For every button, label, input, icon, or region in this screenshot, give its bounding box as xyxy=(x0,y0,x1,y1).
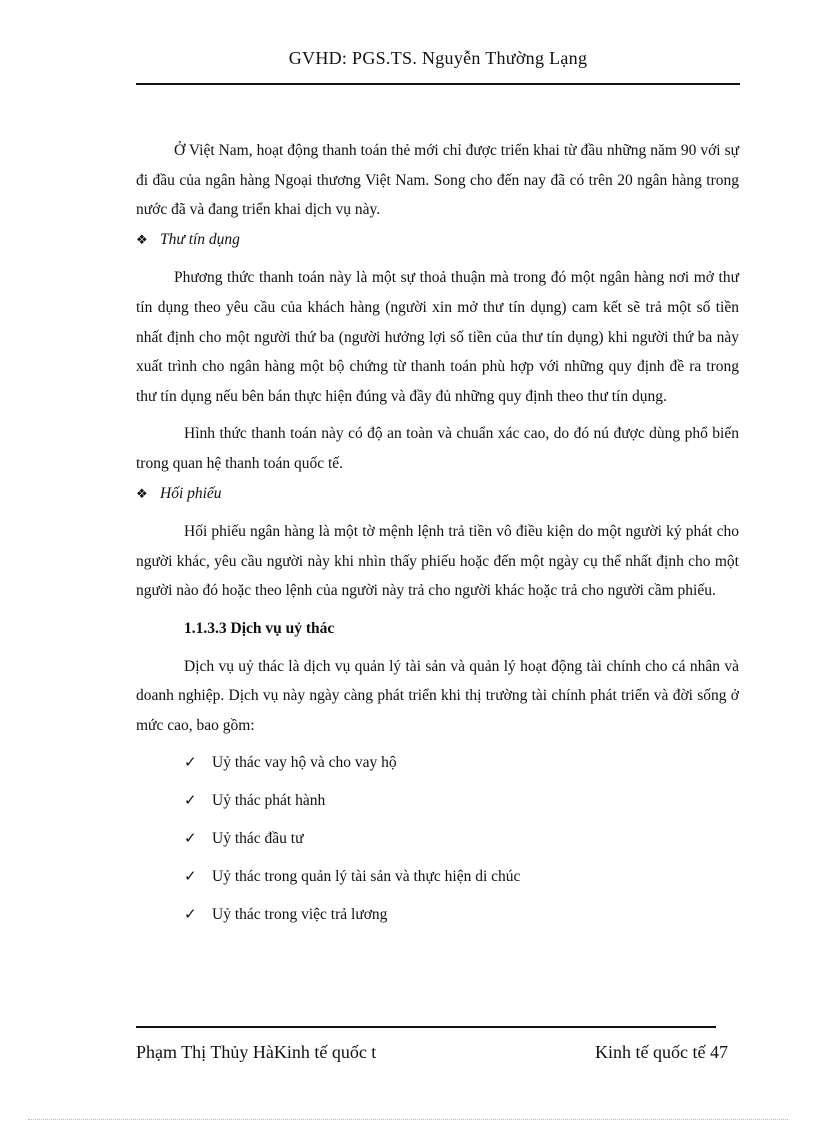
paragraph-trust-service: Dịch vụ uỷ thác là dịch vụ quản lý tài sản và quản lý hoạt động tài chính cho cá nhân và doanh nghiệp. Dịch vụ này ngày càng phát triển khi thị trường tài chính phát triển và đời sống ở mức cao, bao gồm: xyxy=(136,657,739,734)
diamond-bullet-icon: ❖ xyxy=(136,232,148,248)
footer-rule xyxy=(136,1026,716,1028)
bullet-label: Thư tín dụng xyxy=(160,230,240,248)
list-item xyxy=(184,900,739,938)
paragraph-bill-of-exchange: Hối phiếu ngân hàng là một tờ mệnh lệnh trả tiền vô điều kiện do một người ký phát cho người khác, yêu cầu người này khi nhìn thấy phiếu hoặc đến một ngày cụ thể nhất định cho một người nào đó hoặc theo lệnh của người này trả cho người khác hoặc trả cho người cầm phiếu. xyxy=(136,523,739,600)
diamond-bullet-icon: ❖ xyxy=(136,486,148,502)
header-rule xyxy=(136,83,740,85)
paragraph-safety: Hình thức thanh toán này có độ an toàn và chuẩn xác cao, do đó nú được dùng phổ biến trong quan hệ thanh toán quốc tế. xyxy=(136,425,739,472)
list-item-label: Uỷ thác vay hộ và cho vay hộ xyxy=(212,754,397,772)
list-item xyxy=(184,786,739,824)
list-item-label: Uỷ thác đầu tư xyxy=(212,830,304,848)
footer-author: Phạm Thị Thủy HàKinh tế quốc t xyxy=(136,1042,377,1062)
section-heading: 1.1.3.3 Dịch vụ uỷ thác xyxy=(184,619,335,637)
list-item-label: Uỷ thác phát hành xyxy=(212,792,326,810)
list-item xyxy=(184,862,739,900)
trust-service-list xyxy=(136,748,739,938)
page-header: GVHD: PGS.TS. Nguyễn Thường Lạng xyxy=(288,48,588,68)
bullet-letter-of-credit xyxy=(136,225,739,256)
paragraph-card-payment: Ở Việt Nam, hoạt động thanh toán thẻ mới chỉ được triển khai từ đầu những năm 90 với sự đi đầu của ngân hàng Ngoại thương Việt Nam. Song cho đến nay đã có trên 20 ngân hàng trong nước đã và đang triển khai dịch vụ này. xyxy=(136,142,739,219)
page-bottom-edge xyxy=(28,1119,788,1120)
paragraph-letter-of-credit: Phương thức thanh toán này là một sự thoả thuận mà trong đó một ngân hàng nơi mở thư tín dụng theo yêu cầu của khách hàng (người xin mở thư tín dụng) cam kết sẽ trả một số tiền nhất định cho một người thứ ba (người hưởng lợi số tiền của thư tín dụng) khi người thứ ba này xuất trình cho ngân hàng một bộ chứng từ thanh toán phù hợp với những quy định đề ra trong thư tín dụng nếu bên bán thực hiện đúng và đầy đủ những quy định theo thư tín dụng. xyxy=(136,269,739,405)
checkmark-icon: ✓ xyxy=(184,753,197,772)
list-item-label: Uỷ thác trong quản lý tài sản và thực hiện di chúc xyxy=(212,868,521,886)
bullet-label: Hối phiếu xyxy=(160,484,222,502)
list-item-label: Uỷ thác trong việc trả lương xyxy=(212,906,388,924)
checkmark-icon: ✓ xyxy=(184,829,197,848)
list-item xyxy=(184,748,739,786)
checkmark-icon: ✓ xyxy=(184,905,197,924)
bullet-bill-of-exchange xyxy=(136,479,739,510)
checkmark-icon: ✓ xyxy=(184,791,197,810)
footer-page-number: Kinh tế quốc tế 47 xyxy=(595,1042,728,1062)
list-item xyxy=(184,824,739,862)
document-body xyxy=(136,136,739,938)
checkmark-icon: ✓ xyxy=(184,867,197,886)
